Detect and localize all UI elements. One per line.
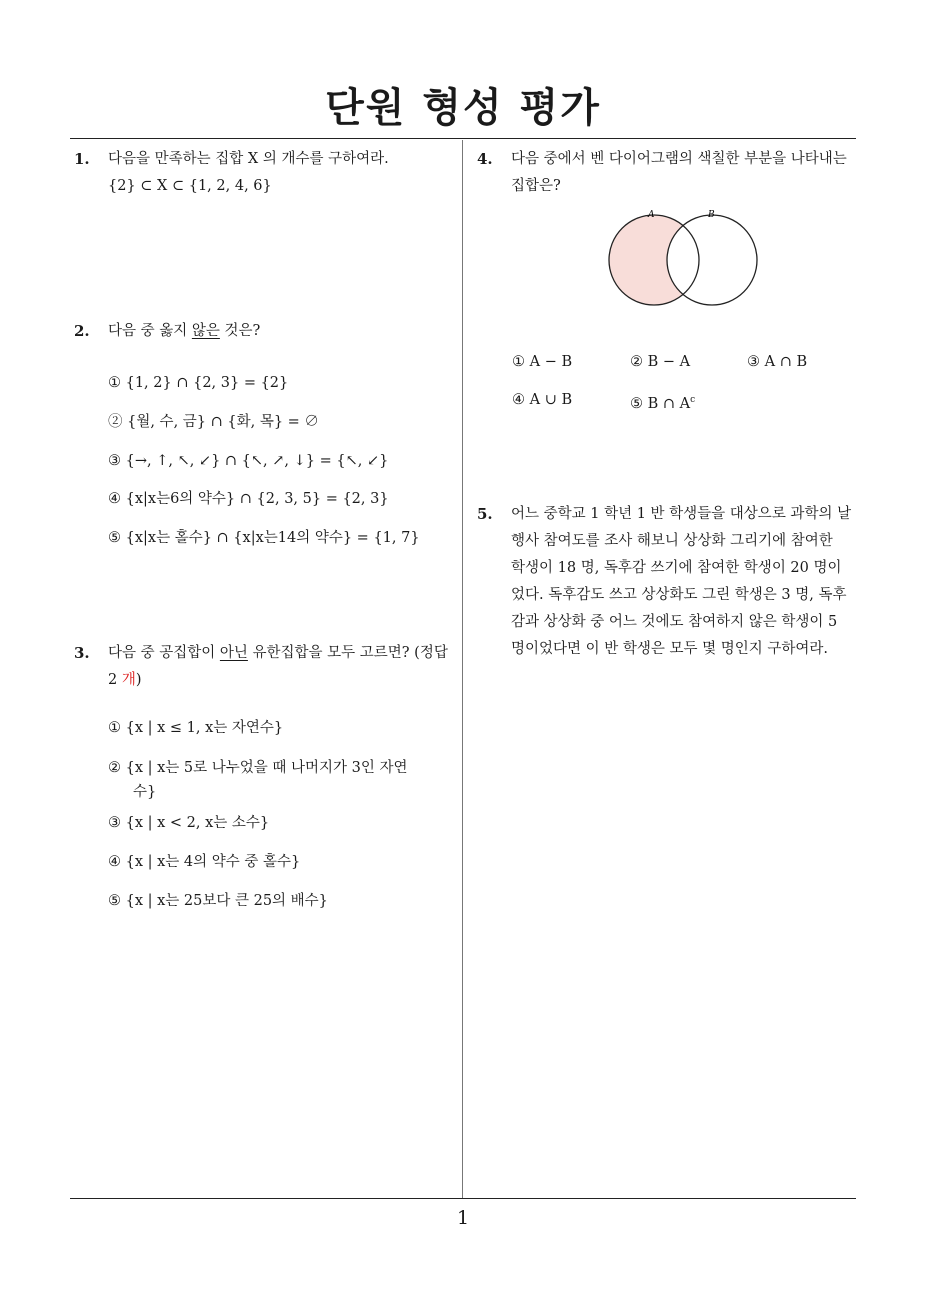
question-text: 다음 중에서 벤 다이어그램의 색칠한 부분을 나타내는 xyxy=(511,151,847,167)
question-text: 다음을 만족하는 집합 X 의 개수를 구하여라. xyxy=(108,151,389,167)
question-line: 감과 상상화 중 어느 것에도 참여하지 않은 학생이 5 xyxy=(511,614,838,630)
answer-count-unit: 개 xyxy=(121,672,136,688)
question-5 xyxy=(477,501,862,663)
answer-option[interactable]: ③ A ∩ B xyxy=(747,354,808,370)
answer-option[interactable]: ② {x | x는 5로 나누었을 때 나머지가 3인 자연 xyxy=(108,760,408,776)
question-3 xyxy=(74,640,459,694)
answer-option[interactable]: ④ A ∪ B xyxy=(512,392,573,408)
question-4 xyxy=(477,146,862,200)
question-condition: {2} ⊂ X ⊂ {1, 2, 4, 6} xyxy=(108,178,272,194)
question-number: 5. xyxy=(477,505,493,523)
answer-count-post: ) xyxy=(135,672,142,688)
venn-label-a: A xyxy=(648,210,655,220)
bottom-rule xyxy=(70,1198,856,1199)
answer-option[interactable]: ② {월, 수, 금} ∩ {화, 목} = ∅ xyxy=(108,414,319,430)
answer-option[interactable]: ③ {→, ↑, ↖, ↙} ∩ {↖, ↗, ↓} = {↖, ↙} xyxy=(108,453,389,469)
column-divider xyxy=(462,140,463,1198)
answer-option-continuation: 수} xyxy=(133,784,157,800)
answer-option[interactable]: ⑤ {x|x는 홀수} ∩ {x|x는14의 약수} = {1, 7} xyxy=(108,530,420,546)
question-line: 행사 참여도를 조사 해보니 상상화 그리기에 참여한 xyxy=(511,533,833,549)
top-rule xyxy=(70,138,856,139)
question-number: 2. xyxy=(74,322,90,340)
answer-option[interactable]: ④ {x | x는 4의 약수 중 홀수} xyxy=(108,854,301,870)
page-title: 단원 형성 평가 xyxy=(325,85,601,131)
question-number: 4. xyxy=(477,150,493,168)
question-1 xyxy=(74,146,454,200)
question-number: 1. xyxy=(74,150,90,168)
answer-option[interactable]: ④ {x|x는6의 약수} ∩ {2, 3, 5} = {2, 3} xyxy=(108,491,389,507)
answer-option-text: ⑤ B ∩ A xyxy=(630,395,691,412)
question-text-post: 것은? xyxy=(219,323,261,339)
question-number: 3. xyxy=(74,644,90,662)
venn-diagram xyxy=(596,200,772,312)
question-text-pre: 다음 중 옳지 xyxy=(108,323,192,339)
answer-option[interactable]: ① A − B xyxy=(512,354,573,370)
answer-option[interactable]: ② B − A xyxy=(630,354,691,370)
answer-option[interactable]: ① {1, 2} ∩ {2, 3} = {2} xyxy=(108,375,289,391)
question-line: 어느 중학교 1 학년 1 반 학생들을 대상으로 과학의 날 xyxy=(511,506,852,522)
question-2 xyxy=(74,318,454,345)
answer-option[interactable]: ⑤ {x | x는 25보다 큰 25의 배수} xyxy=(108,893,328,909)
question-text-emphasis: 아닌 xyxy=(219,645,248,661)
venn-label-b: B xyxy=(708,210,715,220)
complement-superscript: c xyxy=(690,395,696,405)
answer-option[interactable]: ③ {x | x < 2, x는 소수} xyxy=(108,815,270,831)
question-text-emphasis: 않은 xyxy=(191,323,220,339)
answer-option[interactable]: ① {x | x ≤ 1, x는 자연수} xyxy=(108,720,284,736)
answer-count-pre: 2 xyxy=(108,672,122,688)
question-text-post: 유한집합을 모두 고르면? (정답 xyxy=(247,645,448,661)
question-text-2: 집합은? xyxy=(511,178,561,194)
question-line: 학생이 18 명, 독후감 쓰기에 참여한 학생이 20 명이 xyxy=(511,560,842,576)
question-line: 었다. 독후감도 쓰고 상상화도 그린 학생은 3 명, 독후 xyxy=(511,587,847,603)
page-number: 1 xyxy=(456,1207,470,1229)
question-text-pre: 다음 중 공집합이 xyxy=(108,645,220,661)
answer-option[interactable] xyxy=(630,388,695,417)
question-line: 명이었다면 이 반 학생은 모두 몇 명인지 구하여라. xyxy=(511,641,829,657)
